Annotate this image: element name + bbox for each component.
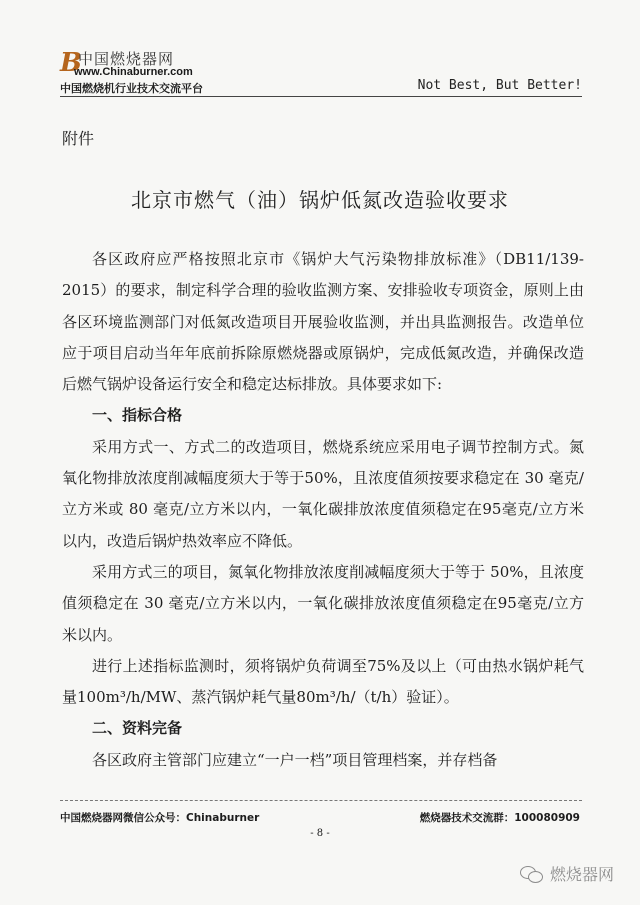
section-heading-indicators: 一、指标合格 (92, 406, 183, 425)
footer-divider (60, 800, 582, 801)
document-title: 北京市燃气（油）锅炉低氮改造验收要求 (131, 188, 509, 212)
paragraph-intro: 各区政府应严格按照北京市《锅炉大气污染物排放标准》（DB11/139-2015）的要求，制定科学合理的验收监测方案、安排验收专项资金，原则上由各区环境监测部门对低氮改造项目开展验收监测，并出具监测报告。改造单位应于项目启动当年年底前拆除原燃烧器或原锅炉，完成低氮改造，并确保改造后燃气锅炉设备运行安全和稳定达标排放。具体要求如下: (62, 250, 584, 394)
footer-wechat: 中国燃烧器网微信公众号：Chinaburner (60, 812, 260, 824)
document-body (62, 244, 584, 776)
logo-url: www.Chinaburner.com (74, 66, 193, 78)
header-divider (60, 96, 582, 97)
section-heading-documents: 二、资料完备 (92, 719, 183, 738)
footer-group: 燃烧器技术交流群：100080909 (419, 812, 580, 824)
logo-icon: B (60, 48, 82, 78)
paragraph-method-3: 采用方式三的项目，氮氧化物排放浓度削减幅度须大于等于 50%，且浓度值须稳定在 30 毫克/立方米以内，一氧化碳排放浓度值须稳定在95毫克/立方米以内。 (62, 562, 584, 644)
logo-text: 中国燃烧器网 (78, 50, 175, 68)
wechat-icon (520, 864, 544, 884)
watermark-text: 燃烧器网 (549, 865, 614, 884)
page-header (0, 0, 640, 100)
annex-label: 附件 (62, 129, 95, 148)
paragraph-method-1-2: 采用方式一、方式二的改造项目，燃烧系统应采用电子调节控制方式。氮氧化物排放浓度削减幅度须大于等于50%，且浓度值须按要求稳定在 30 毫克/立方米或 80 毫克/立方米以内，一氧化碳排放浓度值须稳定在95毫克/立方米以内，改造后锅炉热效率应不降低。 (62, 437, 584, 550)
paragraph-load-test: 进行上述指标监测时，须将锅炉负荷调至75%及以上（可由热水锅炉耗气量100m³/h/MW、蒸汽锅炉耗气量80m³/h/（t/h）验证）。 (62, 656, 584, 707)
paragraph-archive: 各区政府主管部门应建立“一户一档”项目管理档案，并存档备 (92, 750, 498, 769)
slogan: Not Best, But Better! (417, 78, 582, 93)
platform-name: 中国燃烧机行业技术交流平台 (60, 82, 203, 95)
watermark (520, 862, 614, 885)
page-number: - 8 - (310, 828, 330, 839)
